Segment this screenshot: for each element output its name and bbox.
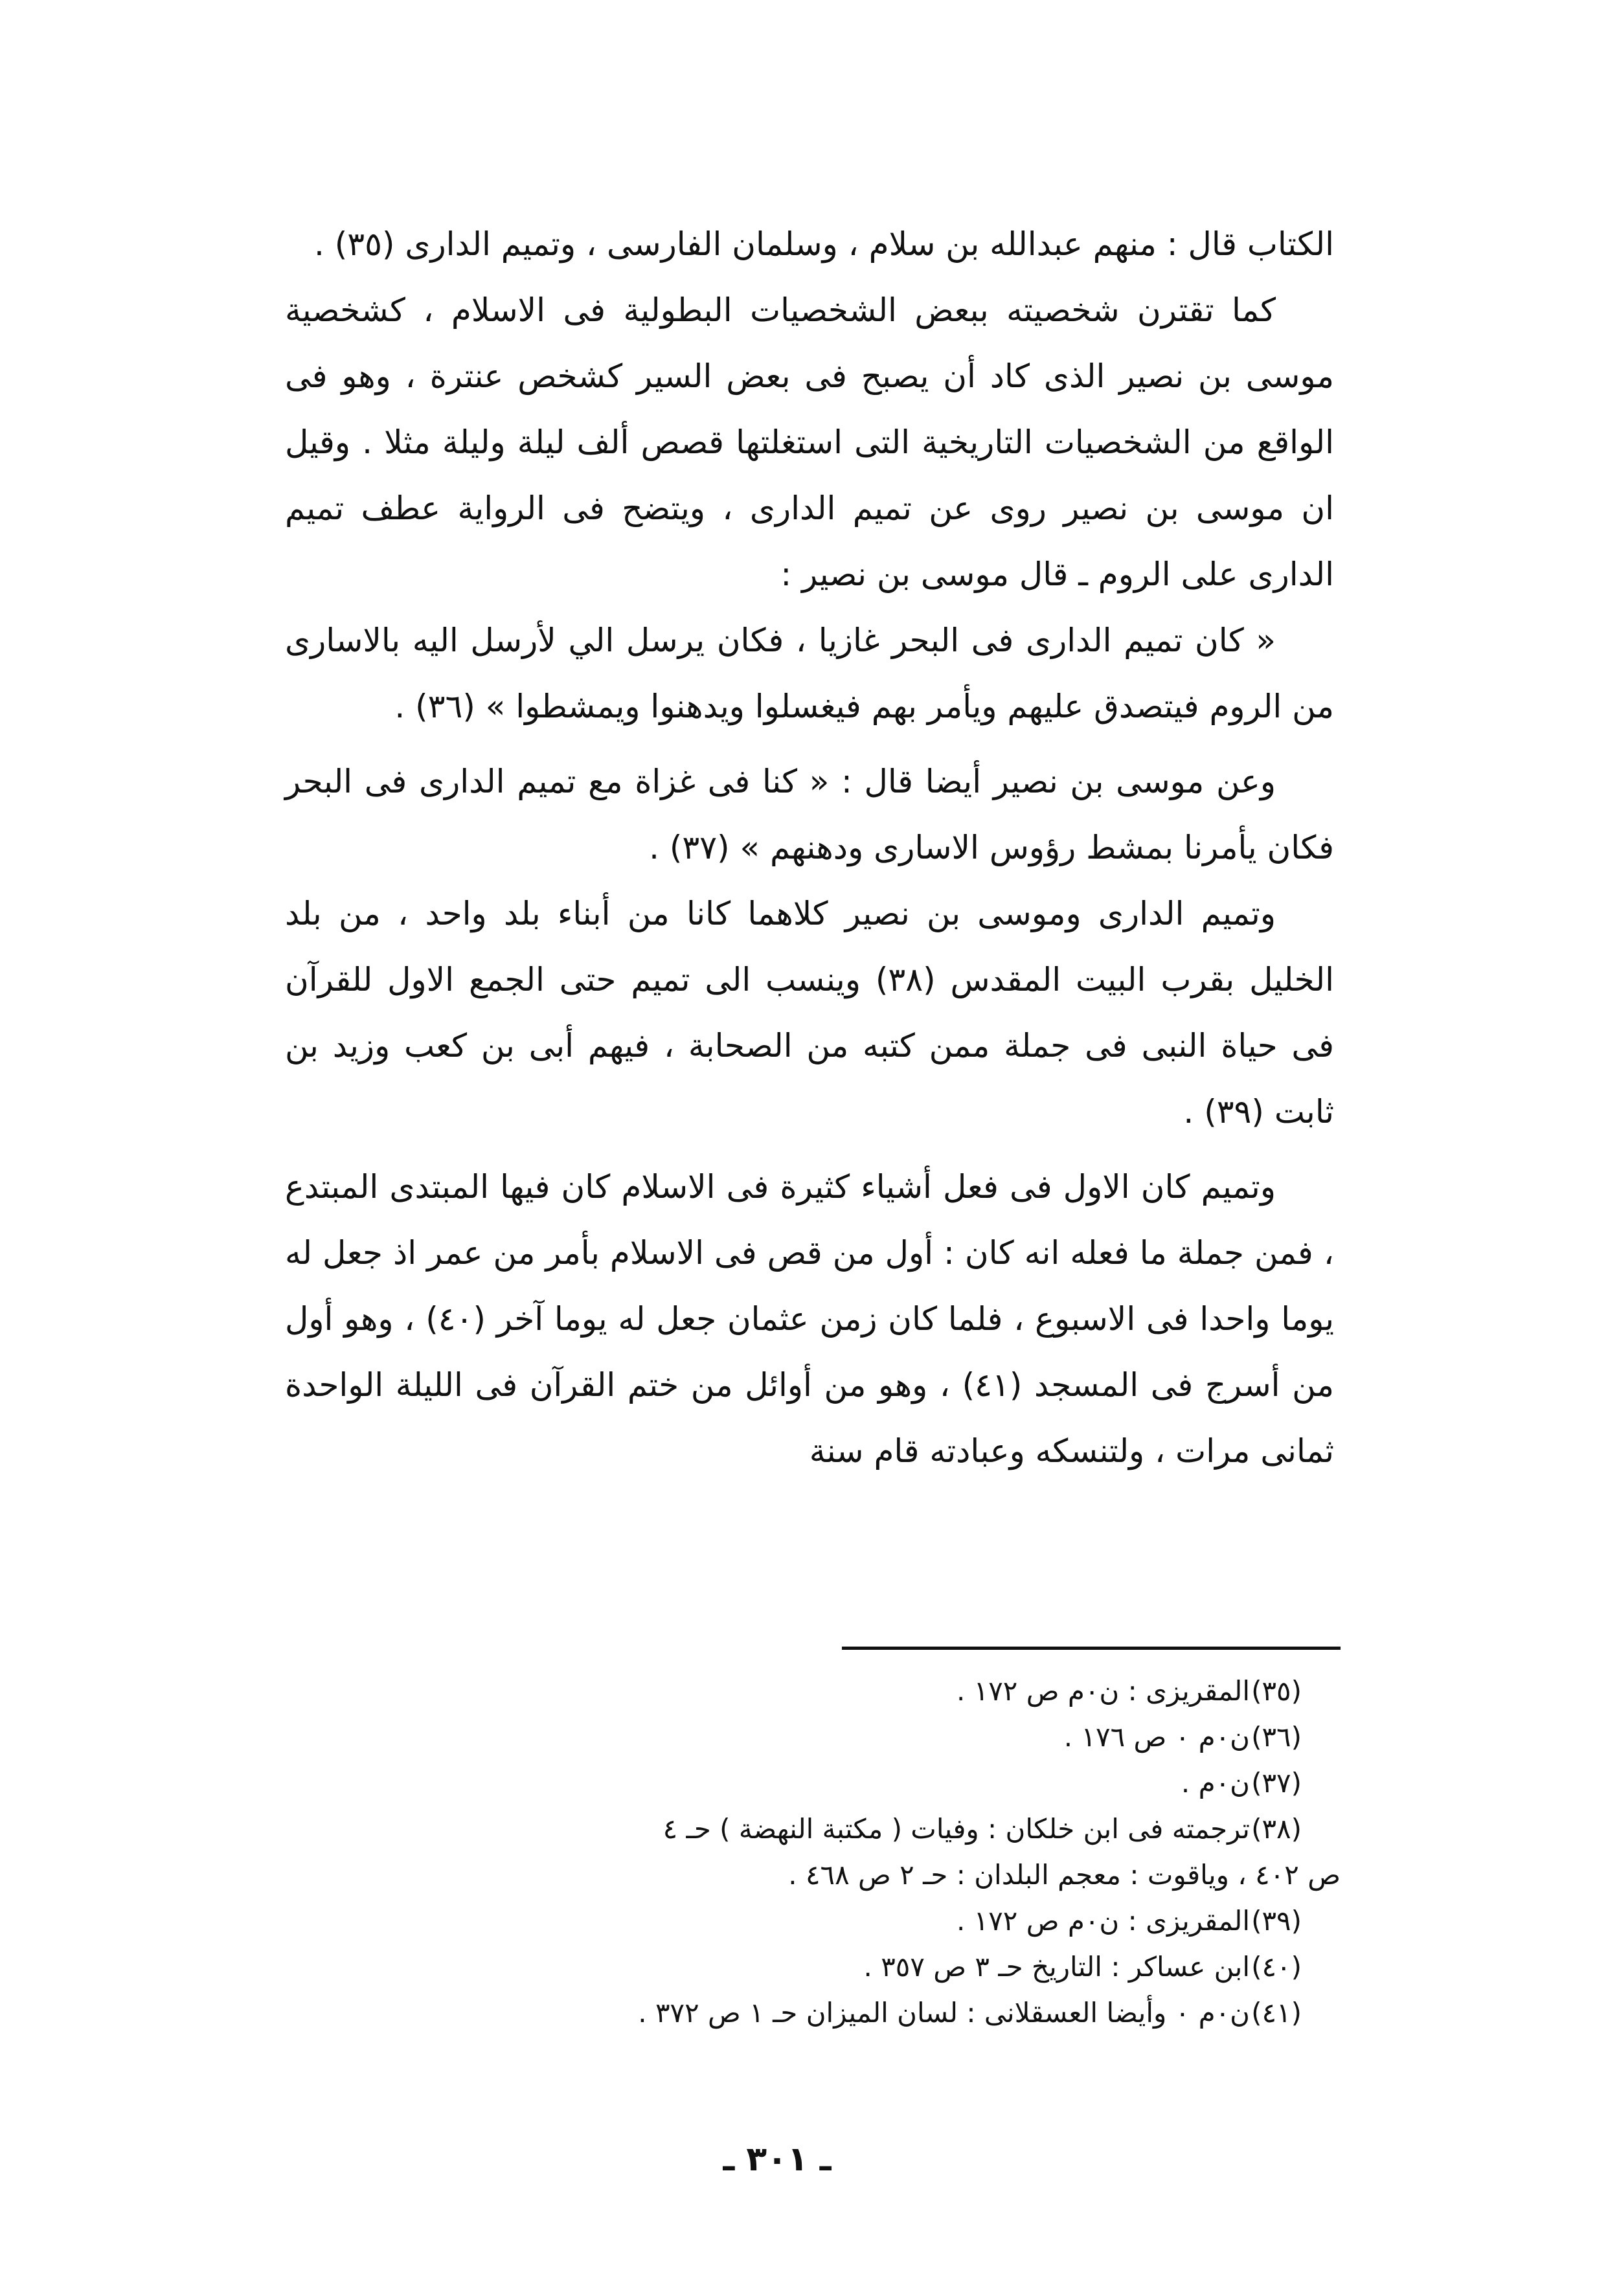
footnote-38-continued [285,1852,1341,1898]
footnote-39 [285,1898,1341,1944]
footnote-text: ابن عساكر : التاريخ حـ ٣ ص ٣٥٧ . [863,1951,1250,1983]
footnotes [285,1668,1341,2036]
footnote-38 [285,1806,1341,1852]
footnote-37 [285,1760,1341,1806]
footnote-40 [285,1944,1341,1990]
footnote-number: (٣٨) [1251,1813,1302,1845]
footnote-36 [285,1714,1341,1760]
page-number: ـ ٣٠١ ـ [723,2140,832,2179]
footnote-text: ن٠م ٠ وأيضا العسقلانى : لسان الميزان حـ ١ ص ٣٧٢ . [638,1997,1250,2029]
footnote-text: ترجمته فى ابن خلكان : وفيات ( مكتبة النهضة ) حـ ٤ [662,1813,1250,1845]
footnote-41 [285,1990,1341,2036]
quote-paragraph-3: « كان تميم الدارى فى البحر غازيا ، فكان يرسل الي لأرسل اليه بالاسارى من الروم فيتصدق عليهم ويأمر بهم فيغسلوا ويدهنوا ويمشطوا » (٣٦) . [285,622,1334,725]
footnote-text: ن٠م ٠ ص ١٧٦ . [1063,1721,1250,1753]
footnote-text: المقريزى : ن٠م ص ١٧٢ . [956,1905,1250,1937]
footnote-number: (٣٦) [1251,1721,1302,1753]
footnote-text: المقريزى : ن٠م ص ١٧٢ . [956,1675,1250,1707]
paragraph-1: الكتاب قال : منهم عبدالله بن سلام ، وسلمان الفارسى ، وتميم الدارى (٣٥) . [313,225,1334,263]
footnote-number: (٣٧) [1251,1767,1302,1799]
footnote-divider [842,1647,1341,1650]
paragraph-6: وتميم كان الاول فى فعل أشياء كثيرة فى الاسلام كان فيها المبتدى المبتدع ، فمن جملة ما فعله انه كان : أول من قص فى الاسلام بأمر من عمر اذ جعل له يوما واحدا فى الاسبوع ، فلما كان زمن عثمان جعل له يوما آخر (٤٠) ، وهو أول من أسرج فى المسجد (٤١) ، وهو من أوائل من ختم القرآن فى الليلة الواحدة ثمانى مرات ، ولتنسكه وعبادته قام سنة [285,1168,1334,1470]
footnote-number: (٤٠) [1251,1951,1302,1983]
footnote-number: (٣٥) [1251,1675,1302,1707]
footnote-number: (٤١) [1251,1997,1302,2029]
footnote-text: ص ٤٠٢ ، وياقوت : معجم البلدان : حـ ٢ ص ٤٦٨ . [788,1859,1341,1891]
paragraph-5: وتميم الدارى وموسى بن نصير كلاهما كانا من أبناء بلد واحد ، من بلد الخليل بقرب البيت المقدس (٣٨) وينسب الى تميم حتى الجمع الاول للقرآن فى حياة النبى فى جملة ممن كتبه من الصحابة ، فيهم أبى بن كعب وزيد بن ثابت (٣٩) . [285,895,1334,1131]
footnote-35 [285,1668,1341,1714]
paragraph-2: كما تقترن شخصيته ببعض الشخصيات البطولية فى الاسلام ، كشخصية موسى بن نصير الذى كاد أن يصبح فى بعض السير كشخص عنترة ، وهو فى الواقع من الشخصيات التاريخية التى استغلتها قصص ألف ليلة وليلة مثلا . وقيل ان موسى بن نصير روى عن تميم الدارى ، ويتضح فى الرواية عطف تميم الدارى على الروم ـ قال موسى بن نصير : [285,291,1334,593]
paragraph-4: وعن موسى بن نصير أيضا قال : « كنا فى غزاة مع تميم الدارى فى البحر فكان يأمرنا بمشط رؤوس الاسارى ودهنهم » (٣٧) . [285,763,1334,866]
body-text [285,211,1334,1484]
footnote-number: (٣٩) [1251,1905,1302,1937]
footnote-text: ن٠م . [1181,1767,1250,1799]
